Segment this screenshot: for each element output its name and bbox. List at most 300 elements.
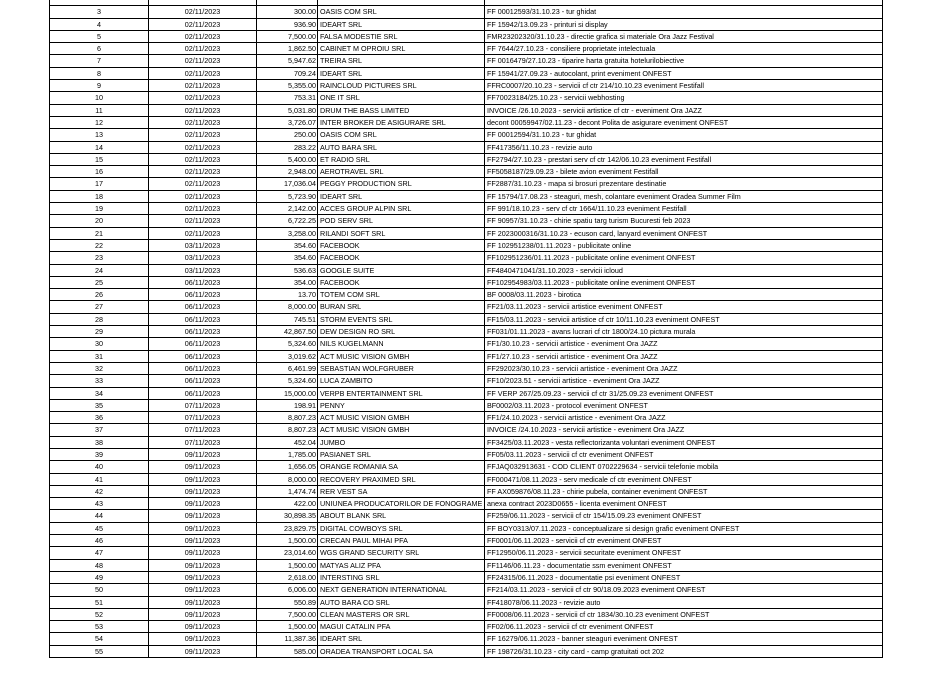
row-number-cell: 27	[50, 301, 149, 313]
description-cell: FF1/30.10.23 - servicii artistice - eveniment Ora JAZZ	[485, 338, 883, 350]
description-cell: INVOICE /24.10.2023 - servicii artistice - eveniment Ora JAZZ	[485, 424, 883, 436]
amount-cell: 753.31	[257, 92, 318, 104]
description-cell: FF24315/06.11.2023 - documentatie psi eveniment ONFEST	[485, 571, 883, 583]
payment-date-cell: 09/11/2023	[149, 510, 257, 522]
payment-date-cell: 07/11/2023	[149, 424, 257, 436]
supplier-cell: ORANGE ROMANIA SA	[318, 461, 485, 473]
row-number-cell: 35	[50, 399, 149, 411]
row-number-cell: 8	[50, 67, 149, 79]
table-row	[50, 313, 883, 325]
payments-table-body	[50, 0, 883, 658]
payment-date-cell: 09/11/2023	[149, 633, 257, 645]
row-number-cell: 9	[50, 80, 149, 92]
supplier-cell: UNIUNEA PRODUCATORILOR DE FONOGRAME	[318, 498, 485, 510]
description-cell: BF0002/03.11.2023 - protocol eveniment ONFEST	[485, 399, 883, 411]
amount-cell: 30,898.35	[257, 510, 318, 522]
table-row	[50, 55, 883, 67]
payment-date-cell: 06/11/2023	[149, 362, 257, 374]
row-number-cell: 31	[50, 350, 149, 362]
description-cell: FMR23202320/31.10.23 - directie grafica si materiale Ora Jazz Festival	[485, 30, 883, 42]
supplier-cell: NILS KUGELMANN	[318, 338, 485, 350]
amount-cell: 5,723.90	[257, 190, 318, 202]
payment-date-cell: 06/11/2023	[149, 338, 257, 350]
description-cell: FF70023184/25.10.23 - servicii webhosting	[485, 92, 883, 104]
description-cell: decont 00059947/02.11.23 - decont Polita de asigurare eveniment ONFEST	[485, 116, 883, 128]
row-number-cell: 25	[50, 276, 149, 288]
amount-cell: 452.04	[257, 436, 318, 448]
supplier-cell: CRECAN PAUL MIHAI PFA	[318, 535, 485, 547]
row-number-cell: 41	[50, 473, 149, 485]
amount-cell: 709.24	[257, 67, 318, 79]
description-cell: FF418078/06.11.2023 - revizie auto	[485, 596, 883, 608]
supplier-cell: GOOGLE SUITE	[318, 264, 485, 276]
table-row	[50, 448, 883, 460]
payment-date-cell: 02/11/2023	[149, 129, 257, 141]
row-number-cell: 42	[50, 485, 149, 497]
description-cell: FF 102951238/01.11.2023 - publicitate online	[485, 239, 883, 251]
supplier-cell: TREIRA SRL	[318, 55, 485, 67]
description-cell: FF02/06.11.2023 - servicii cf ctr eveniment ONFEST	[485, 621, 883, 633]
description-cell: INVOICE /26.10.2023 - servicii artistice cf ctr - eveniment Ora JAZZ	[485, 104, 883, 116]
row-number-cell: 28	[50, 313, 149, 325]
table-row	[50, 289, 883, 301]
description-cell: FF 16279/06.11.2023 - banner steaguri eveniment ONFEST	[485, 633, 883, 645]
payment-date-cell: 02/11/2023	[149, 166, 257, 178]
payment-date-cell: 02/11/2023	[149, 18, 257, 30]
amount-cell: 250.00	[257, 129, 318, 141]
table-row	[50, 43, 883, 55]
table-row	[50, 215, 883, 227]
amount-cell: 8,807.23	[257, 412, 318, 424]
amount-cell: 354.60	[257, 252, 318, 264]
row-number-cell: 6	[50, 43, 149, 55]
table-row	[50, 301, 883, 313]
supplier-cell: DIGITAL COWBOYS SRL	[318, 522, 485, 534]
payment-date-cell: 02/11/2023	[149, 215, 257, 227]
amount-cell: 283.22	[257, 141, 318, 153]
supplier-cell: DRUM THE BASS LIMITED	[318, 104, 485, 116]
payment-date-cell: 07/11/2023	[149, 412, 257, 424]
payment-date-cell: 06/11/2023	[149, 313, 257, 325]
description-cell: FF10/2023.51 - servicii artistice - eveniment Ora JAZZ	[485, 375, 883, 387]
supplier-cell: RER VEST SA	[318, 485, 485, 497]
amount-cell: 5,324.60	[257, 375, 318, 387]
row-number-cell: 55	[50, 645, 149, 657]
description-cell: FF1/24.10.2023 - servicii artistice - eveniment Ora JAZZ	[485, 412, 883, 424]
payment-date-cell: 02/11/2023	[149, 227, 257, 239]
amount-cell: 422.00	[257, 498, 318, 510]
payment-date-cell: 02/11/2023	[149, 153, 257, 165]
payment-date-cell: 02/11/2023	[149, 43, 257, 55]
table-row	[50, 522, 883, 534]
payment-date-cell: 07/11/2023	[149, 436, 257, 448]
payment-date-cell: 02/11/2023	[149, 203, 257, 215]
amount-cell: 13.70	[257, 289, 318, 301]
supplier-cell: TOTEM COM SRL	[318, 289, 485, 301]
payment-date-cell: 09/11/2023	[149, 461, 257, 473]
payment-date-cell: 09/11/2023	[149, 535, 257, 547]
payment-date-cell: 09/11/2023	[149, 559, 257, 571]
amount-cell: 42,867.50	[257, 326, 318, 338]
payment-date-cell: 02/11/2023	[149, 178, 257, 190]
supplier-cell: ABOUT BLANK SRL	[318, 510, 485, 522]
row-number-cell: 52	[50, 608, 149, 620]
description-cell: FF0008/06.11.2023 - servicii cf ctr 1834/30.10.23 eveniment ONFEST	[485, 608, 883, 620]
row-number-cell: 44	[50, 510, 149, 522]
row-number-cell: 7	[50, 55, 149, 67]
amount-cell: 3,019.62	[257, 350, 318, 362]
supplier-cell: PASIANET SRL	[318, 448, 485, 460]
table-row	[50, 621, 883, 633]
row-number-cell: 53	[50, 621, 149, 633]
payment-date-cell: 09/11/2023	[149, 596, 257, 608]
row-number-cell: 38	[50, 436, 149, 448]
row-number-cell: 33	[50, 375, 149, 387]
row-number-cell: 50	[50, 584, 149, 596]
payment-date-cell: 03/11/2023	[149, 252, 257, 264]
table-row	[50, 412, 883, 424]
amount-cell: 354.00	[257, 276, 318, 288]
supplier-cell: STORM EVENTS SRL	[318, 313, 485, 325]
row-number-cell: 22	[50, 239, 149, 251]
amount-cell: 1,500.00	[257, 535, 318, 547]
table-row	[50, 80, 883, 92]
table-row	[50, 485, 883, 497]
table-row	[50, 276, 883, 288]
row-number-cell: 29	[50, 326, 149, 338]
description-cell: BF 0008/03.11.2023 - birotica	[485, 289, 883, 301]
payment-date-cell: 09/11/2023	[149, 608, 257, 620]
description-cell: FF15/03.11.2023 - servicii artistice cf ctr 10/11.10.23 eveniment ONFEST	[485, 313, 883, 325]
amount-cell: 745.51	[257, 313, 318, 325]
amount-cell: 2,948.00	[257, 166, 318, 178]
row-number-cell: 46	[50, 535, 149, 547]
row-number-cell: 18	[50, 190, 149, 202]
table-row	[50, 608, 883, 620]
payment-date-cell: 02/11/2023	[149, 80, 257, 92]
amount-cell: 5,324.60	[257, 338, 318, 350]
table-row	[50, 92, 883, 104]
table-row	[50, 338, 883, 350]
amount-cell: 1,656.05	[257, 461, 318, 473]
row-number-cell: 26	[50, 289, 149, 301]
table-row	[50, 203, 883, 215]
amount-cell: 300.00	[257, 6, 318, 18]
payment-date-cell: 09/11/2023	[149, 485, 257, 497]
amount-cell: 585.00	[257, 645, 318, 657]
table-row	[50, 510, 883, 522]
table-row	[50, 375, 883, 387]
payment-date-cell: 02/11/2023	[149, 141, 257, 153]
description-cell: FF12950/06.11.2023 - servicii securitate eveniment ONFEST	[485, 547, 883, 559]
table-row	[50, 326, 883, 338]
payments-table	[49, 0, 883, 658]
supplier-cell: CLEAN MASTERS OR SRL	[318, 608, 485, 620]
description-cell: FF2794/27.10.23 - prestari serv cf ctr 142/06.10.23 eveniment Festifall	[485, 153, 883, 165]
amount-cell: 5,400.00	[257, 153, 318, 165]
table-row	[50, 571, 883, 583]
row-number-cell: 39	[50, 448, 149, 460]
supplier-cell: ORADEA TRANSPORT LOCAL SA	[318, 645, 485, 657]
amount-cell: 2,618.00	[257, 571, 318, 583]
row-number-cell: 24	[50, 264, 149, 276]
amount-cell: 2,142.00	[257, 203, 318, 215]
amount-cell: 8,807.23	[257, 424, 318, 436]
supplier-cell: DEW DESIGN RO SRL	[318, 326, 485, 338]
supplier-cell: RILANDI SOFT SRL	[318, 227, 485, 239]
description-cell: anexa contract 2023D0655 - licenta eveniment ONFEST	[485, 498, 883, 510]
description-cell: FF4840471041/31.10.2023 - servicii icloud	[485, 264, 883, 276]
supplier-cell: JUMBO	[318, 436, 485, 448]
table-row	[50, 436, 883, 448]
supplier-cell: INTER BROKER DE ASIGURARE SRL	[318, 116, 485, 128]
supplier-cell: ACCES GROUP ALPIN SRL	[318, 203, 485, 215]
payment-date-cell: 09/11/2023	[149, 498, 257, 510]
description-cell: FF 7644/27.10.23 - consiliere proprietate intelectuala	[485, 43, 883, 55]
description-cell: FF292023/30.10.23 - servicii artistice - eveniment Ora JAZZ	[485, 362, 883, 374]
description-cell: FF214/03.11.2023 - servicii cf ctr 90/18.09.2023 eveniment ONFEST	[485, 584, 883, 596]
description-cell: FF 00012594/31.10.23 - tur ghidat	[485, 129, 883, 141]
description-cell: FF AX059876/08.11.23 - chirie pubela, container eveniment ONFEST	[485, 485, 883, 497]
row-number-cell: 11	[50, 104, 149, 116]
row-number-cell: 43	[50, 498, 149, 510]
payment-date-cell: 02/11/2023	[149, 104, 257, 116]
supplier-cell: PEGGY PRODUCTION SRL	[318, 178, 485, 190]
table-row	[50, 387, 883, 399]
row-number-cell: 20	[50, 215, 149, 227]
amount-cell: 11,387.36	[257, 633, 318, 645]
row-number-cell: 21	[50, 227, 149, 239]
table-row	[50, 190, 883, 202]
table-row	[50, 559, 883, 571]
description-cell: FF3425/03.11.2023 - vesta reflectorizanta voluntari eveniment ONFEST	[485, 436, 883, 448]
amount-cell: 5,947.62	[257, 55, 318, 67]
payment-date-cell: 02/11/2023	[149, 67, 257, 79]
payment-date-cell: 02/11/2023	[149, 30, 257, 42]
row-number-cell: 13	[50, 129, 149, 141]
supplier-cell: FACEBOOK	[318, 239, 485, 251]
amount-cell: 1,862.50	[257, 43, 318, 55]
description-cell: FF21/03.11.2023 - servicii artistice eveniment ONFEST	[485, 301, 883, 313]
row-number-cell: 45	[50, 522, 149, 534]
payment-date-cell: 09/11/2023	[149, 448, 257, 460]
description-cell: FF 90957/31.10.23 - chirie spatiu targ turism Bucuresti feb 2023	[485, 215, 883, 227]
table-row	[50, 584, 883, 596]
supplier-cell: POD SERV SRL	[318, 215, 485, 227]
table-row	[50, 227, 883, 239]
table-row	[50, 547, 883, 559]
row-number-cell: 14	[50, 141, 149, 153]
payment-date-cell: 06/11/2023	[149, 276, 257, 288]
table-row	[50, 116, 883, 128]
payment-date-cell: 09/11/2023	[149, 522, 257, 534]
payment-date-cell: 09/11/2023	[149, 547, 257, 559]
table-row	[50, 129, 883, 141]
row-number-cell: 23	[50, 252, 149, 264]
supplier-cell: BURAN SRL	[318, 301, 485, 313]
supplier-cell: ET RADIO SRL	[318, 153, 485, 165]
amount-cell: 1,474.74	[257, 485, 318, 497]
table-row	[50, 473, 883, 485]
payment-date-cell: 02/11/2023	[149, 190, 257, 202]
description-cell: FF BOY0313/07.11.2023 - conceptualizare si design grafic eveniment ONFEST	[485, 522, 883, 534]
row-number-cell: 48	[50, 559, 149, 571]
payment-date-cell: 06/11/2023	[149, 301, 257, 313]
amount-cell: 6,461.99	[257, 362, 318, 374]
description-cell: FF1146/06.11.23 - documentatie ssm eveniment ONFEST	[485, 559, 883, 571]
description-cell: FFRC0007/20.10.23 - servicii cf ctr 214/10.10.23 eveniment Festifall	[485, 80, 883, 92]
table-row	[50, 18, 883, 30]
supplier-cell: ONE IT SRL	[318, 92, 485, 104]
description-cell: FF 0016479/27.10.23 - tiparire harta gratuita hotelurilobiective	[485, 55, 883, 67]
amount-cell: 8,000.00	[257, 301, 318, 313]
description-cell: FF2887/31.10.23 - mapa si brosuri prezentare destinatie	[485, 178, 883, 190]
row-number-cell: 19	[50, 203, 149, 215]
description-cell: FF 15941/27.09.23 - autocolant, print eveniment ONFEST	[485, 67, 883, 79]
supplier-cell: FALSA MODESTIE SRL	[318, 30, 485, 42]
row-number-cell: 37	[50, 424, 149, 436]
payment-date-cell: 09/11/2023	[149, 571, 257, 583]
table-row	[50, 399, 883, 411]
description-cell: FFJAQ032913631 - COD CLIENT 0702229634 - servicii telefonie mobila	[485, 461, 883, 473]
payment-date-cell: 09/11/2023	[149, 645, 257, 657]
amount-cell: 17,036.04	[257, 178, 318, 190]
payment-date-cell: 06/11/2023	[149, 350, 257, 362]
amount-cell: 7,500.00	[257, 30, 318, 42]
row-number-cell: 36	[50, 412, 149, 424]
supplier-cell: NEXT GENERATION INTERNATIONAL	[318, 584, 485, 596]
table-row	[50, 633, 883, 645]
amount-cell: 5,355.00	[257, 80, 318, 92]
supplier-cell: IDEART SRL	[318, 633, 485, 645]
amount-cell: 354.60	[257, 239, 318, 251]
payment-date-cell: 06/11/2023	[149, 375, 257, 387]
amount-cell: 3,726.07	[257, 116, 318, 128]
amount-cell: 3,258.00	[257, 227, 318, 239]
supplier-cell: MATYAS ALIZ PFA	[318, 559, 485, 571]
supplier-cell: IDEART SRL	[318, 190, 485, 202]
description-cell: FF0001/06.11.2023 - servicii cf ctr eveniment ONFEST	[485, 535, 883, 547]
supplier-cell: OASIS COM SRL	[318, 6, 485, 18]
row-number-cell: 30	[50, 338, 149, 350]
table-row	[50, 498, 883, 510]
supplier-cell: RAINCLOUD PICTURES SRL	[318, 80, 485, 92]
table-row	[50, 141, 883, 153]
amount-cell: 23,829.75	[257, 522, 318, 534]
description-cell: FF1/27.10.23 - servicii artistice - eveniment Ora JAZZ	[485, 350, 883, 362]
row-number-cell: 34	[50, 387, 149, 399]
row-number-cell: 15	[50, 153, 149, 165]
row-number-cell: 47	[50, 547, 149, 559]
amount-cell: 1,500.00	[257, 621, 318, 633]
table-row	[50, 362, 883, 374]
row-number-cell: 10	[50, 92, 149, 104]
description-cell: FF102954983/03.11.2023 - publicitate online eveniment ONFEST	[485, 276, 883, 288]
amount-cell: 550.89	[257, 596, 318, 608]
description-cell: FF102951236/01.11.2023 - publicitate online eveniment ONFEST	[485, 252, 883, 264]
supplier-cell: AUTO BARA CO SRL	[318, 596, 485, 608]
row-number-cell: 4	[50, 18, 149, 30]
amount-cell: 6,722.25	[257, 215, 318, 227]
payment-date-cell: 03/11/2023	[149, 264, 257, 276]
amount-cell: 1,500.00	[257, 559, 318, 571]
description-cell: FF 198726/31.10.23 - city card - camp gratuitati oct 202	[485, 645, 883, 657]
row-number-cell: 3	[50, 6, 149, 18]
table-row	[50, 166, 883, 178]
payment-date-cell: 03/11/2023	[149, 239, 257, 251]
row-number-cell: 54	[50, 633, 149, 645]
supplier-cell: RECOVERY PRAXIMED SRL	[318, 473, 485, 485]
payment-date-cell: 06/11/2023	[149, 326, 257, 338]
description-cell: FF259/06.11.2023 - servicii cf ctr 154/15.09.23 eveniment ONFEST	[485, 510, 883, 522]
supplier-cell: ACT MUSIC VISION GMBH	[318, 350, 485, 362]
payment-date-cell: 06/11/2023	[149, 289, 257, 301]
description-cell: FF417356/11.10.23 - revizie auto	[485, 141, 883, 153]
row-number-cell: 32	[50, 362, 149, 374]
payment-date-cell: 02/11/2023	[149, 92, 257, 104]
table-row	[50, 645, 883, 657]
row-number-cell: 16	[50, 166, 149, 178]
row-number-cell: 51	[50, 596, 149, 608]
description-cell: FF 2023000316/31.10.23 - ecuson card, lanyard eveniment ONFEST	[485, 227, 883, 239]
description-cell: FF 15794/17.08.23 - steaguri, mesh, colantare eveniment Oradea Summer Film	[485, 190, 883, 202]
supplier-cell: ACT MUSIC VISION GMBH	[318, 412, 485, 424]
supplier-cell: INTERSTING SRL	[318, 571, 485, 583]
amount-cell: 5,031.80	[257, 104, 318, 116]
supplier-cell: ACT MUSIC VISION GMBH	[318, 424, 485, 436]
table-row	[50, 596, 883, 608]
row-number-cell: 5	[50, 30, 149, 42]
description-cell: FF 991/18.10.23 - serv cf ctr 1664/11.10.23 eveniment Festifall	[485, 203, 883, 215]
amount-cell: 936.90	[257, 18, 318, 30]
table-row	[50, 461, 883, 473]
payment-date-cell: 09/11/2023	[149, 621, 257, 633]
table-row	[50, 264, 883, 276]
table-row	[50, 535, 883, 547]
row-number-cell: 40	[50, 461, 149, 473]
supplier-cell: AEROTRAVEL SRL	[318, 166, 485, 178]
supplier-cell: PENNY	[318, 399, 485, 411]
payment-date-cell: 09/11/2023	[149, 473, 257, 485]
payment-date-cell: 07/11/2023	[149, 399, 257, 411]
supplier-cell: FACEBOOK	[318, 252, 485, 264]
payment-date-cell: 02/11/2023	[149, 116, 257, 128]
supplier-cell: FACEBOOK	[318, 276, 485, 288]
payment-date-cell: 02/11/2023	[149, 6, 257, 18]
amount-cell: 7,500.00	[257, 608, 318, 620]
description-cell: FF000471/08.11.2023 - serv medicale cf ctr eveniment ONFEST	[485, 473, 883, 485]
supplier-cell: SEBASTIAN WOLFGRUBER	[318, 362, 485, 374]
table-row	[50, 252, 883, 264]
table-row	[50, 67, 883, 79]
description-cell: FF5058187/29.09.23 - bilete avion eveniment Festifall	[485, 166, 883, 178]
supplier-cell: IDEART SRL	[318, 67, 485, 79]
payment-date-cell: 02/11/2023	[149, 55, 257, 67]
table-row	[50, 104, 883, 116]
row-number-cell: 17	[50, 178, 149, 190]
row-number-cell: 49	[50, 571, 149, 583]
description-cell: FF 00012593/31.10.23 - tur ghidat	[485, 6, 883, 18]
table-row	[50, 178, 883, 190]
description-cell: FF031/01.11.2023 - avans lucrari cf ctr 1800/24.10 pictura murala	[485, 326, 883, 338]
amount-cell: 1,785.00	[257, 448, 318, 460]
supplier-cell: OASIS COM SRL	[318, 129, 485, 141]
supplier-cell: IDEART SRL	[318, 18, 485, 30]
supplier-cell: LUCA ZAMBITO	[318, 375, 485, 387]
description-cell: FF05/03.11.2023 - servicii cf ctr eveniment ONFEST	[485, 448, 883, 460]
amount-cell: 536.63	[257, 264, 318, 276]
table-row	[50, 350, 883, 362]
